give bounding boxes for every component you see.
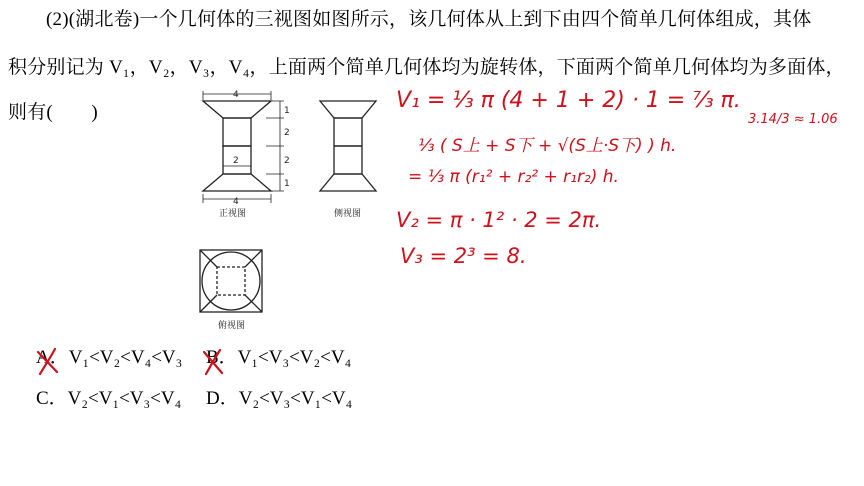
dim-height-4: 1 [284,179,290,189]
dim-height-3: 2 [284,156,290,166]
front-view [203,91,284,203]
question-line-2: 积分别记为 V₁，V₂，V₃，V₄，上面两个简单几何体均为旋转体，下面两个简单几何体均为多面体， [8,57,845,78]
dim-bottom-width: 4 [233,197,239,207]
option-b[interactable]: B．V₁<V₃<V₂<V₄ [206,347,352,368]
dim-top-width: 4 [233,90,239,100]
side-view [320,101,376,191]
dim-height-2: 2 [284,128,290,138]
question-line-1: (2)(湖北卷)一个几何体的三视图如图所示，该几何体从上到下由四个简单几何体组成，其体 [46,9,812,30]
dim-height-1: 1 [284,106,290,116]
annotation-v1: V₁ = ⅓ π (4 + 1 + 2) · 1 = ⁷⁄₃ π. [396,88,741,113]
option-d[interactable]: D．V₂<V₃<V₁<V₄ [206,388,353,409]
annotation-side-note: 3.14/3 ≈ 1.06 [748,112,838,127]
option-a[interactable]: A．V₁<V₂<V₄<V₃ [36,347,183,368]
annotation-v2: V₂ = π · 1² · 2 = 2π. [396,208,602,232]
front-view-caption: 正视图 [219,209,247,219]
question-line-3: 则有( ) [8,102,98,123]
dim-inner-width: 2 [233,156,239,166]
top-view [200,250,262,312]
annotation-frustum-formula: ⅓ ( S上 + S下 + √(S上·S下) ) h. [418,136,677,156]
option-c[interactable]: C．V₂<V₁<V₃<V₄ [36,388,182,409]
front-view-dimensions [233,90,290,207]
annotation-v3: V₃ = 2³ = 8. [400,244,527,268]
top-view-caption: 俯视图 [218,321,246,331]
annotation-cone-frustum: = ⅓ π (r₁² + r₂² + r₁r₂) h. [408,167,619,187]
side-view-caption: 侧视图 [334,209,362,219]
